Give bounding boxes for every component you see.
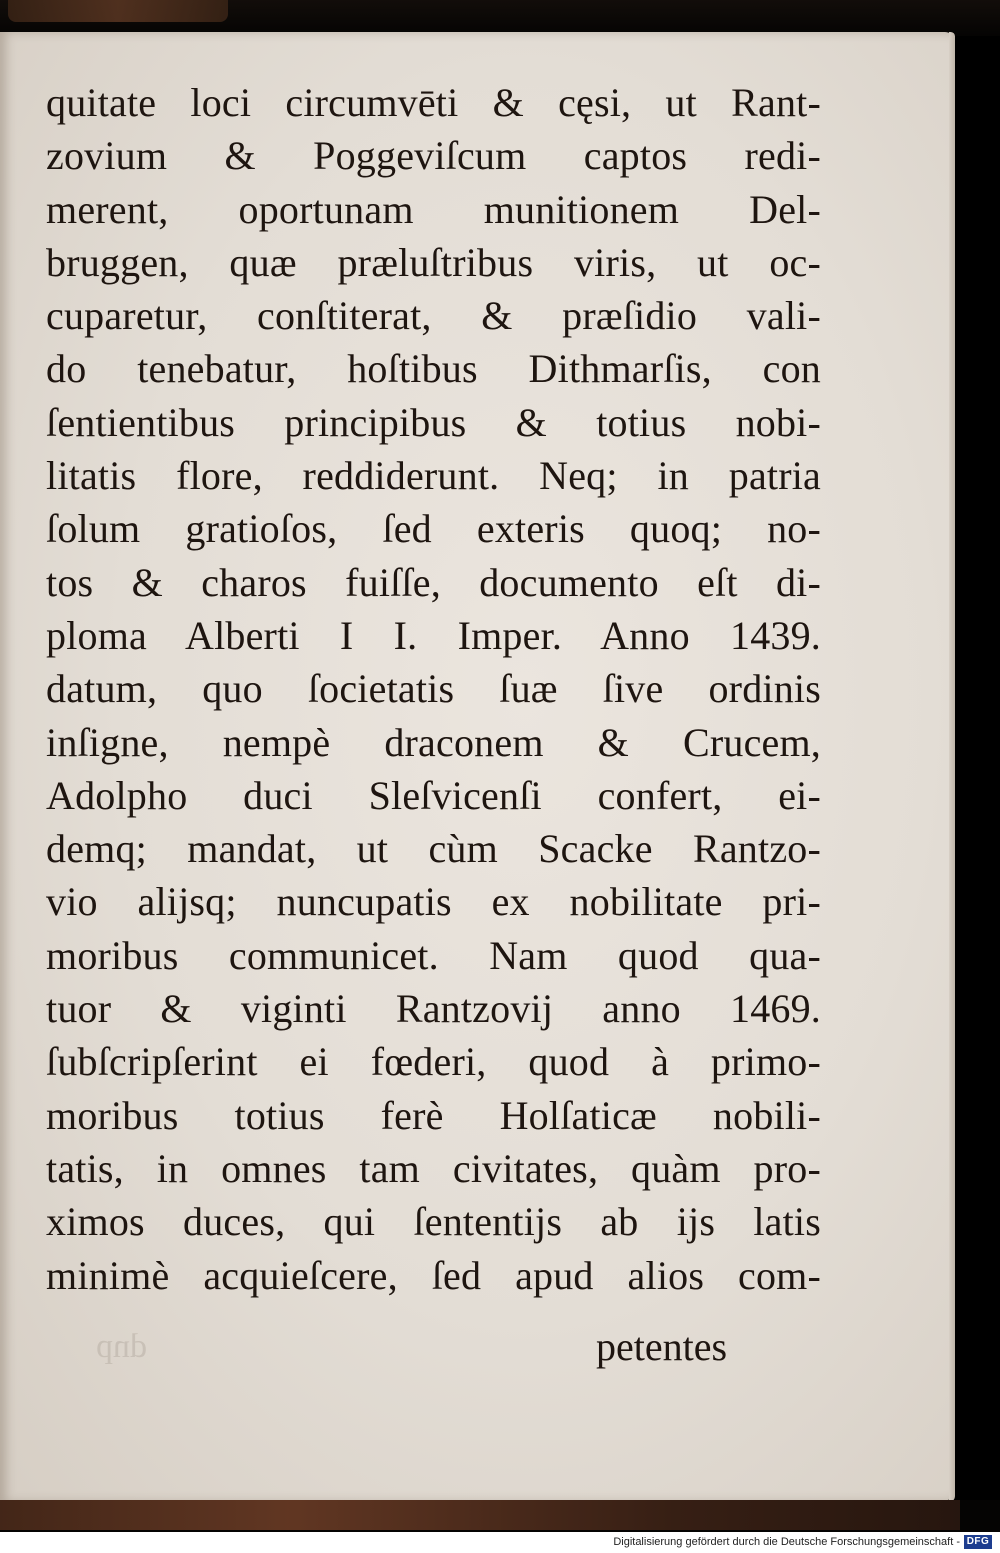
book-cover-edge-bottom	[0, 1500, 960, 1530]
text-line: ſubſcripſerint ei fœderi, quod à primo-	[46, 1039, 821, 1085]
text-line: tuor & viginti Rantzovij anno 1469.	[46, 986, 821, 1032]
text-line: cuparetur, conſtiterat, & præſidio vali-	[46, 293, 821, 339]
text-line: datum, quo ſocietatis ſuæ ſive ordinis	[46, 666, 821, 712]
catchword: petentes	[596, 1324, 728, 1369]
text-line: inſigne, nempè draconem & Crucem,	[46, 719, 821, 765]
text-line: tos & charos fuiſſe, documento eſt di-	[46, 559, 821, 605]
text-line: ſolum gratioſos, ſed exteris quoq; no-	[46, 506, 821, 552]
text-line: minimè acquieſcere, ſed apud alios com-	[46, 1252, 821, 1298]
text-line: litatis flore, reddiderunt. Neq; in patria	[46, 453, 821, 499]
text-line: demq; mandat, ut cùm Scacke Rantzo-	[46, 826, 821, 872]
text-line: bruggen, quæ præluſtribus viris, ut oc-	[46, 239, 821, 285]
text-line: quitate loci circumvēti & cęsi, ut Rant-	[46, 80, 821, 125]
text-line: ximos duces, qui ſententijs ab ijs latis	[46, 1199, 821, 1245]
text-line: moribus totius ferè Holſaticæ nobili-	[46, 1092, 821, 1138]
text-line: vio alijsq; nuncupatis ex nobilitate pri-	[46, 879, 821, 925]
page-text	[46, 76, 821, 1302]
text-line: ſentientibus principibus & totius nobi-	[46, 399, 821, 445]
text-line: ploma Alberti I I. Imper. Anno 1439.	[46, 612, 821, 658]
funding-credit: Digitalisierung gefördert durch die Deutsche Forschungsgemeinschaft -	[613, 1536, 960, 1548]
book-cover-edge-top	[8, 0, 228, 22]
page-edge	[949, 32, 955, 1502]
text-line: do tenebatur, hoſtibus Dithmarſis, con	[46, 346, 821, 392]
text-line: zovium & Poggeviſcum captos redi-	[46, 133, 821, 179]
dfg-logo: DFG	[964, 1535, 992, 1549]
text-line: merent, oportunam munitionem Del-	[46, 186, 821, 232]
text-line: Adolpho duci Sleſvicenſi confert, ei-	[46, 772, 821, 818]
text-line: tatis, in omnes tam civitates, quàm pro-	[46, 1145, 821, 1191]
show-through-text: dnp	[96, 1328, 147, 1365]
text-line: moribus communicet. Nam quod qua-	[46, 932, 821, 978]
